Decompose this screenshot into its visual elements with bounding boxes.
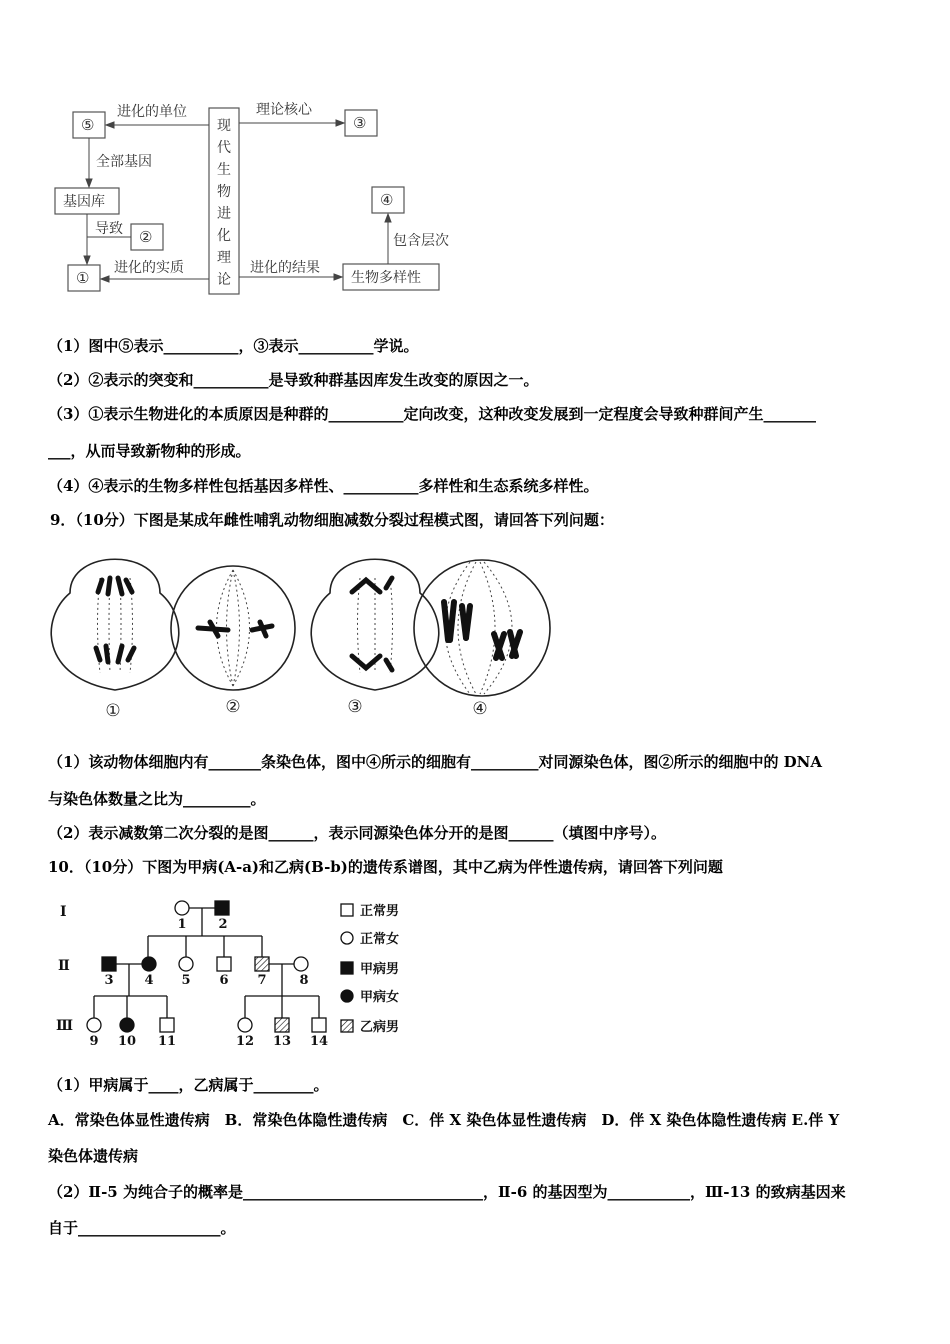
individual-14 bbox=[312, 1018, 326, 1032]
q9-part1-cont: 与染色体数量之比为_________。 bbox=[48, 790, 266, 808]
num-7: 7 bbox=[257, 973, 267, 988]
svg-text:进: 进 bbox=[217, 206, 231, 222]
num-8: 8 bbox=[299, 973, 309, 988]
svg-text:化: 化 bbox=[217, 228, 231, 244]
cell-4-label: ④ bbox=[472, 699, 488, 719]
individual-10 bbox=[120, 1018, 134, 1032]
cell-1 bbox=[51, 559, 178, 690]
individual-8 bbox=[294, 957, 308, 971]
num-12: 12 bbox=[235, 1034, 255, 1049]
label-essence: 进化的实质 bbox=[114, 260, 184, 276]
legend-normal-female: 正常女 bbox=[360, 932, 400, 947]
individual-2 bbox=[215, 901, 229, 915]
q8-part1: （1）图中⑤表示__________，③表示__________学说。 bbox=[48, 337, 419, 355]
num-1: 1 bbox=[177, 917, 187, 932]
gen-3-label: Ⅲ bbox=[56, 1018, 74, 1034]
q8-part3: （3）①表示生物进化的本质原因是种群的__________定向改变，这种改变发展到一定程度会导致种群间产生_______ bbox=[48, 405, 816, 423]
label-result: 进化的结果 bbox=[250, 260, 320, 276]
meiosis-cells-figure bbox=[40, 548, 560, 723]
gen-2-label: Ⅱ bbox=[58, 958, 70, 974]
pedigree-legend bbox=[341, 904, 353, 1032]
cell-2-label: ② bbox=[225, 697, 241, 717]
box3-label: ③ bbox=[353, 114, 367, 132]
legend-a-male: 甲病男 bbox=[360, 962, 400, 977]
cell-2 bbox=[171, 566, 295, 690]
q10-part2: （2）Ⅱ-5 为纯合子的概率是________________________________，Ⅱ-6 的基因型为___________，Ⅲ-13 的致病基因来 bbox=[48, 1183, 846, 1201]
num-3: 3 bbox=[104, 973, 114, 988]
svg-text:生: 生 bbox=[217, 162, 231, 178]
individual-12 bbox=[238, 1018, 252, 1032]
pedigree-chart bbox=[40, 892, 440, 1057]
individual-1 bbox=[175, 901, 189, 915]
cell-4 bbox=[414, 560, 550, 696]
svg-text:论: 论 bbox=[217, 272, 231, 288]
box4-label: ④ bbox=[380, 191, 394, 209]
num-13: 13 bbox=[272, 1034, 292, 1049]
q10-part2-cont: 自于___________________。 bbox=[48, 1219, 236, 1237]
num-2: 2 bbox=[218, 917, 228, 932]
gene-pool-label: 基因库 bbox=[63, 194, 105, 210]
num-4: 4 bbox=[144, 973, 154, 988]
svg-text:现: 现 bbox=[217, 118, 231, 134]
individual-7 bbox=[255, 957, 269, 971]
individual-9 bbox=[87, 1018, 101, 1032]
q10-header: 10．（10分）下图为甲病(A-a)和乙病(B-b)的遗传系谱图，其中乙病为伴性遗传病，请回答下列问题 bbox=[48, 858, 723, 876]
num-14: 14 bbox=[309, 1034, 329, 1049]
cell-3-label: ③ bbox=[347, 697, 363, 717]
label-unit: 进化的单位 bbox=[117, 104, 187, 120]
biodiversity-label: 生物多样性 bbox=[351, 270, 421, 286]
label-core: 理论核心 bbox=[256, 102, 312, 118]
individual-3 bbox=[102, 957, 116, 971]
cell-3 bbox=[311, 559, 438, 690]
legend-normal-male: 正常男 bbox=[360, 904, 400, 919]
q8-part3-cont: ___，从而导致新物种的形成。 bbox=[48, 442, 251, 460]
q10-options: A．常染色体显性遗传病 B．常染色体隐性遗传病 C．伴 X 染色体显性遗传病 D．伴 X 染色体隐性遗传病 E.伴 Y bbox=[48, 1111, 840, 1129]
cell-1-label: ① bbox=[105, 701, 121, 721]
legend-a-female: 甲病女 bbox=[360, 990, 400, 1005]
individual-6 bbox=[217, 957, 231, 971]
box5-label: ⑤ bbox=[81, 116, 95, 134]
individual-13 bbox=[275, 1018, 289, 1032]
num-10: 10 bbox=[117, 1034, 137, 1049]
individual-5 bbox=[179, 957, 193, 971]
individual-11 bbox=[160, 1018, 174, 1032]
individual-4 bbox=[142, 957, 156, 971]
evolution-concept-map bbox=[0, 80, 480, 310]
label-levels: 包含层次 bbox=[393, 233, 449, 249]
q8-part2: （2）②表示的突变和__________是导致种群基因库发生改变的原因之一。 bbox=[48, 371, 539, 389]
legend-b-male: 乙病男 bbox=[360, 1020, 400, 1035]
svg-text:理: 理 bbox=[217, 250, 231, 266]
q9-part2: （2）表示减数第二次分裂的是图______，表示同源染色体分开的是图______（填图中序号）。 bbox=[48, 824, 666, 842]
svg-text:物: 物 bbox=[217, 184, 231, 200]
box1-label: ① bbox=[76, 269, 90, 287]
q8-part4: （4）④表示的生物多样性包括基因多样性、__________多样性和生态系统多样性。 bbox=[48, 477, 599, 495]
center-box-text bbox=[217, 118, 231, 288]
num-5: 5 bbox=[181, 973, 191, 988]
q10-options-cont: 染色体遗传病 bbox=[48, 1147, 139, 1165]
q9-header: 9．（10分）下图是某成年雌性哺乳动物细胞减数分裂过程模式图，请回答下列问题： bbox=[50, 511, 614, 529]
gen-1-label: Ⅰ bbox=[60, 904, 67, 920]
label-lead: 导致 bbox=[95, 221, 123, 237]
box2-label: ② bbox=[139, 228, 153, 246]
num-6: 6 bbox=[219, 973, 229, 988]
q10-part1: （1）甲病属于____，乙病属于________。 bbox=[48, 1076, 329, 1094]
num-11: 11 bbox=[157, 1034, 177, 1049]
q9-part1: （1）该动物体细胞内有_______条染色体，图中④所示的细胞有_________对同源染色体，图②所示的细胞中的 DNA bbox=[48, 753, 823, 771]
label-all-genes: 全部基因 bbox=[96, 154, 152, 170]
svg-text:代: 代 bbox=[217, 140, 231, 156]
num-9: 9 bbox=[89, 1034, 99, 1049]
